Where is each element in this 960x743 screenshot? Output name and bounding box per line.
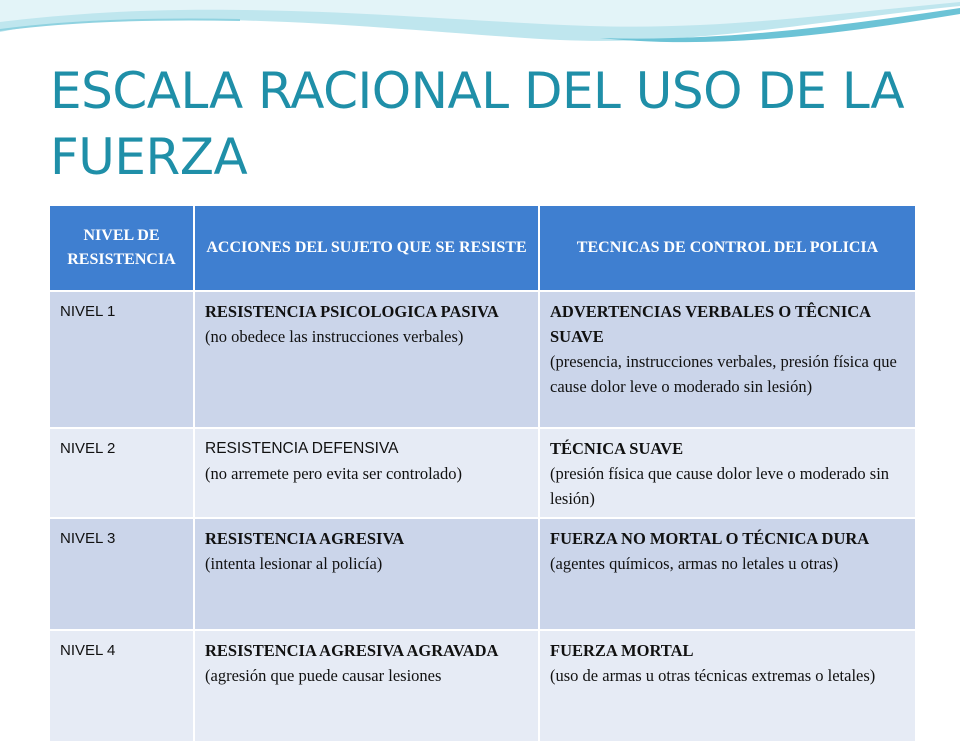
technique-detail: (presencia, instrucciones verbales, presión física que cause dolor leve o moderado sin lesión) <box>550 352 897 396</box>
action-detail: (no obedece las instrucciones verbales) <box>205 327 464 346</box>
level-cell: NIVEL 3 <box>49 518 194 630</box>
table-header-row <box>49 205 916 291</box>
header-resistance-level: NIVEL DE RESISTENCIA <box>49 205 194 291</box>
level-cell: NIVEL 2 <box>49 428 194 518</box>
header-subject-actions: ACCIONES DEL SUJETO QUE SE RESISTE <box>194 205 539 291</box>
table-row <box>49 518 916 630</box>
technique-detail: (uso de armas u otras técnicas extremas o letales) <box>550 666 876 685</box>
table-row <box>49 291 916 428</box>
header-police-techniques: TECNICAS DE CONTROL DEL POLICIA <box>539 205 916 291</box>
action-cell <box>194 630 539 742</box>
action-title: RESISTENCIA AGRESIVA AGRAVADA <box>205 641 499 660</box>
technique-title: FUERZA MORTAL <box>550 641 694 660</box>
table-row <box>49 630 916 742</box>
action-detail: (intenta lesionar al policía) <box>205 554 383 573</box>
technique-title: FUERZA NO MORTAL O TÉCNICA DURA <box>550 529 870 548</box>
technique-title: TÉCNICA SUAVE <box>550 439 684 458</box>
technique-detail: (presión física que cause dolor leve o moderado sin lesión) <box>550 464 890 508</box>
level-cell: NIVEL 1 <box>49 291 194 428</box>
decorative-wave-banner <box>0 0 960 60</box>
action-detail: (no arremete pero evita ser controlado) <box>205 464 462 483</box>
technique-cell <box>539 518 916 630</box>
table-row <box>49 428 916 518</box>
technique-cell <box>539 630 916 742</box>
action-title: RESISTENCIA PSICOLOGICA PASIVA <box>205 302 499 321</box>
action-detail: (agresión que puede causar lesiones <box>205 666 442 685</box>
technique-cell <box>539 291 916 428</box>
action-title: RESISTENCIA AGRESIVA <box>205 529 405 548</box>
slide-title: ESCALA RACIONAL DEL USO DE LA FUERZA <box>50 62 905 186</box>
force-scale-table <box>48 204 917 743</box>
action-cell <box>194 291 539 428</box>
action-cell <box>194 428 539 518</box>
technique-cell <box>539 428 916 518</box>
action-cell <box>194 518 539 630</box>
action-title: RESISTENCIA DEFENSIVA <box>205 440 399 457</box>
technique-detail: (agentes químicos, armas no letales u otras) <box>550 554 839 573</box>
level-cell: NIVEL 4 <box>49 630 194 742</box>
technique-title: ADVERTENCIAS VERBALES O TÊCNICA SUAVE <box>550 302 871 346</box>
